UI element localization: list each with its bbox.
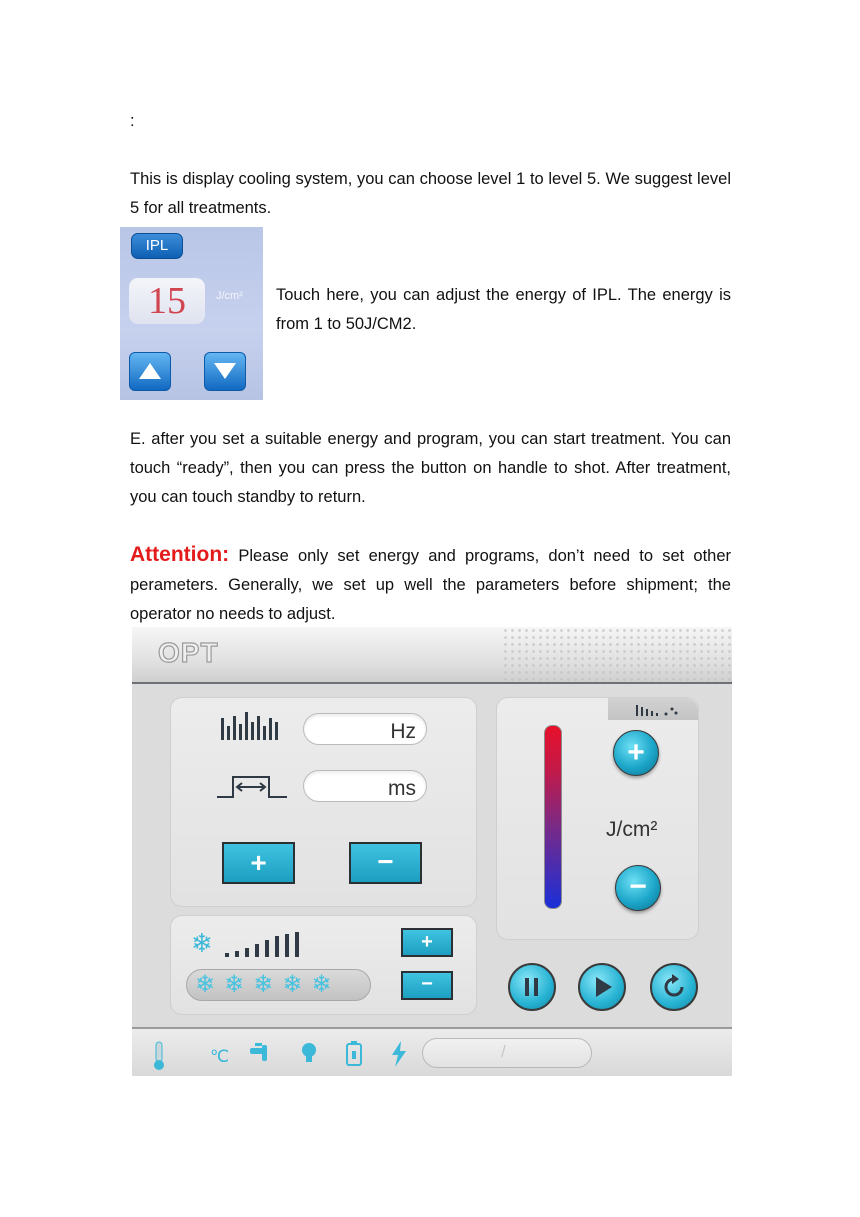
status-separator: /: [501, 1042, 506, 1061]
plus-icon: +: [421, 931, 433, 953]
energy-minus-button[interactable]: [615, 865, 661, 911]
colon-text: :: [130, 112, 135, 130]
pause-icon: [510, 965, 554, 1009]
bulb-icon: [300, 1041, 318, 1067]
play-icon: [580, 965, 624, 1009]
play-button[interactable]: [578, 963, 626, 1011]
attention-label: Attention:: [130, 543, 230, 566]
up-arrow-icon: [138, 361, 162, 381]
status-field: [422, 1038, 592, 1068]
thermometer-icon: [152, 1041, 166, 1071]
energy-plus-button[interactable]: [613, 730, 659, 776]
ipl-energy-unit: J/cm²: [216, 290, 243, 302]
attention-text: Please only set energy and programs, don’t need to set other perameters. Generally, we set up well the parameters before shipment; the operator no needs to adjust.: [130, 547, 731, 623]
energy-gradient-bar: [544, 725, 562, 909]
temperature-unit: ℃: [210, 1047, 230, 1066]
lightning-icon: [390, 1041, 408, 1067]
energy-panel: [496, 697, 699, 940]
snowflake-icon: ❄: [191, 928, 213, 958]
minus-icon: −: [377, 846, 394, 877]
step-e-paragraph: E. after you set a suitable energy and program, you can start treatment. You can touch “ready”, then you can press the button on handle to shot. After treatment, you can touch standby to return.: [130, 430, 731, 506]
plus-icon: +: [250, 847, 267, 878]
opt-control-screenshot: [132, 627, 732, 1076]
cooling-paragraph: This is display cooling system, you can choose level 1 to level 5. We suggest level 5 for all treatments.: [130, 170, 731, 217]
battery-icon: [346, 1041, 362, 1067]
opt-header: [132, 627, 732, 684]
parameter-plus-button[interactable]: [222, 842, 295, 884]
water-tap-icon: [248, 1041, 272, 1065]
frequency-field[interactable]: [303, 713, 427, 745]
parameter-panel: [170, 697, 477, 907]
frequency-unit: Hz: [390, 720, 416, 743]
pulse-width-icon: [217, 773, 289, 799]
ipl-paragraph: Touch here, you can adjust the energy of IPL. The energy is from 1 to 50J/CM2.: [276, 286, 731, 333]
parameter-minus-button[interactable]: [349, 842, 422, 884]
ipl-tab[interactable]: IPL: [131, 233, 183, 259]
cooling-level-bars: [223, 932, 303, 958]
status-bar: [132, 1027, 732, 1076]
plus-icon: +: [627, 736, 645, 769]
cooling-level-snowflakes: ❄❄❄❄❄: [195, 971, 341, 998]
pulse-width-field[interactable]: [303, 770, 427, 802]
pause-button[interactable]: [508, 963, 556, 1011]
energy-tab: [608, 698, 698, 720]
cooling-minus-button[interactable]: [401, 971, 453, 1000]
energy-bars-icon: [636, 703, 686, 717]
energy-unit: J/cm²: [606, 818, 658, 841]
ipl-energy-screenshot: [120, 227, 263, 400]
cooling-level-track[interactable]: [186, 969, 371, 1001]
energy-down-button[interactable]: [204, 352, 246, 391]
attention-paragraph: [130, 540, 731, 629]
header-dot-pattern: [502, 627, 732, 682]
ipl-energy-value: 15: [148, 280, 186, 322]
frequency-bars-icon: [221, 712, 285, 742]
pulse-width-unit: ms: [388, 777, 416, 800]
minus-icon: −: [421, 973, 433, 995]
minus-icon: −: [629, 870, 647, 903]
reset-icon: [652, 965, 696, 1009]
reset-button[interactable]: [650, 963, 698, 1011]
cooling-panel: [170, 915, 477, 1015]
ipl-energy-display[interactable]: [129, 278, 205, 324]
energy-up-button[interactable]: [129, 352, 171, 391]
opt-title: OPT: [158, 637, 219, 668]
cooling-plus-button[interactable]: [401, 928, 453, 957]
down-arrow-icon: [213, 361, 237, 381]
